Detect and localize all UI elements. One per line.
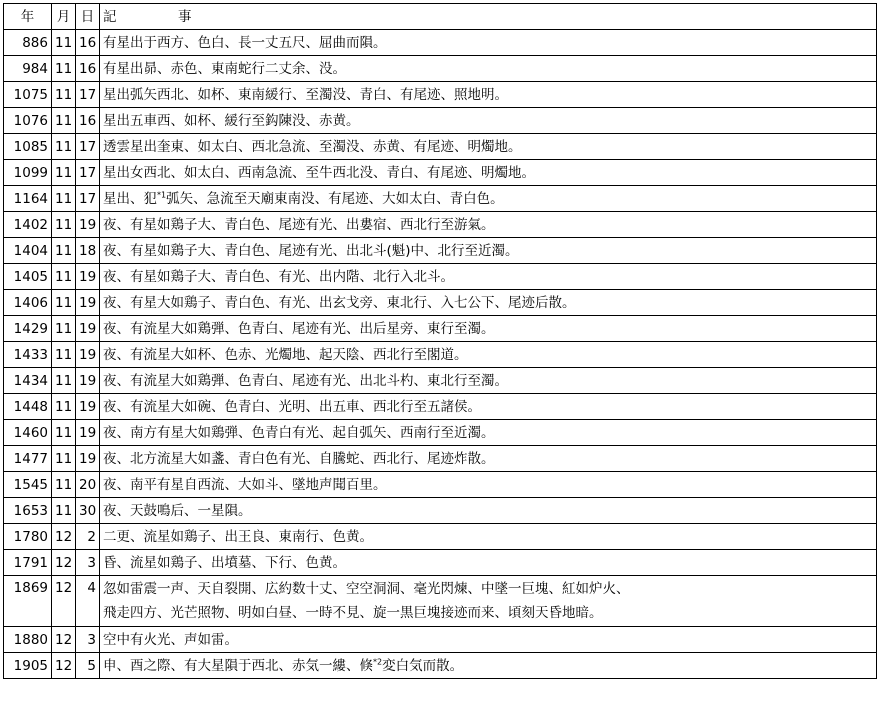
day-cell: 19 [76, 420, 100, 446]
table-row [4, 653, 877, 679]
year-cell: 1434 [4, 368, 52, 394]
header-year: 年 [4, 4, 52, 30]
record-text: 星出、犯 [103, 190, 157, 207]
year-cell: 1653 [4, 498, 52, 524]
table-row [4, 160, 877, 186]
day-cell: 3 [76, 550, 100, 576]
record-cell: 夜、南方有星大如鶏弾、色青白有光、起自弧矢、西南行至近濁。 [100, 420, 877, 446]
table-row [4, 264, 877, 290]
record-cell: 昏、流星如鶏子、出墳墓、下行、色黄。 [100, 550, 877, 576]
year-cell: 1545 [4, 472, 52, 498]
record-cell: 星出弧矢西北、如杯、東南緩行、至濁没、青白、有尾迹、照地明。 [100, 82, 877, 108]
month-cell: 11 [52, 212, 76, 238]
month-cell: 12 [52, 524, 76, 550]
day-cell: 19 [76, 212, 100, 238]
year-cell: 1075 [4, 82, 52, 108]
record-cell: 二更、流星如鶏子、出王良、東南行、色黄。 [100, 524, 877, 550]
meteor-records-table [3, 3, 877, 679]
day-cell: 19 [76, 446, 100, 472]
day-cell: 16 [76, 56, 100, 82]
record-text: 弧矢、急流至天廟東南没、有尾迹、大如太白、青白色。 [166, 190, 504, 207]
month-cell: 11 [52, 316, 76, 342]
table-row [4, 420, 877, 446]
record-cell: 夜、有流星大如鶏弾、色青白、尾迹有光、出北斗杓、東北行至濁。 [100, 368, 877, 394]
table-row [4, 316, 877, 342]
month-cell: 11 [52, 368, 76, 394]
month-cell: 11 [52, 30, 76, 56]
month-cell: 11 [52, 498, 76, 524]
month-cell: 11 [52, 290, 76, 316]
record-cell: 星出五車西、如杯、緩行至鈎陳没、赤黄。 [100, 108, 877, 134]
record-line-1: 忽如雷震一声、天自裂開、広約数十丈、空空洞洞、毫光閃煉、中墜一巨塊、紅如炉火、 [103, 581, 630, 597]
table-row [4, 212, 877, 238]
record-cell: 有星出昴、赤色、東南蛇行二丈余、没。 [100, 56, 877, 82]
month-cell: 11 [52, 472, 76, 498]
table-row [4, 290, 877, 316]
footnote-marker: *2 [373, 657, 383, 666]
month-cell: 11 [52, 238, 76, 264]
month-cell: 12 [52, 653, 76, 679]
record-cell: 夜、有流星大如碗、色青白、光明、出五車、西北行至五諸侯。 [100, 394, 877, 420]
table-row [4, 186, 877, 212]
month-cell: 11 [52, 134, 76, 160]
day-cell: 18 [76, 238, 100, 264]
table-header-row [4, 4, 877, 30]
year-cell: 1099 [4, 160, 52, 186]
record-cell: 夜、有流星大如鶏弾、色青白、尾迹有光、出后星旁、東行至濁。 [100, 316, 877, 342]
record-cell: 夜、有星如鶏子大、青白色、尾迹有光、出婁宿、西北行至游氣。 [100, 212, 877, 238]
record-text: 申、酉之際、有大星隕于西北、赤気一縷、倏 [103, 657, 373, 674]
year-cell: 1880 [4, 627, 52, 653]
year-cell: 1405 [4, 264, 52, 290]
day-cell: 4 [76, 576, 100, 627]
record-cell [100, 653, 877, 679]
year-cell: 1448 [4, 394, 52, 420]
table-row [4, 108, 877, 134]
day-cell: 19 [76, 394, 100, 420]
day-cell: 16 [76, 108, 100, 134]
header-record: 記 事 [100, 4, 877, 30]
header-month: 月 [52, 4, 76, 30]
day-cell: 19 [76, 368, 100, 394]
day-cell: 19 [76, 264, 100, 290]
day-cell: 19 [76, 290, 100, 316]
year-cell: 886 [4, 30, 52, 56]
year-cell: 1402 [4, 212, 52, 238]
record-cell: 透雲星出奎東、如太白、西北急流、至濁没、赤黄、有尾迹、明燭地。 [100, 134, 877, 160]
record-cell: 夜、有星如鶏子大、青白色、尾迹有光、出北斗(魁)中、北行至近濁。 [100, 238, 877, 264]
table-row [4, 30, 877, 56]
record-cell: 夜、北方流星大如盞、青白色有光、自騰蛇、西北行、尾迹炸散。 [100, 446, 877, 472]
year-cell: 984 [4, 56, 52, 82]
year-cell: 1869 [4, 576, 52, 627]
year-cell: 1085 [4, 134, 52, 160]
record-cell: 星出女西北、如太白、西南急流、至牛西北没、青白、有尾迹、明燭地。 [100, 160, 877, 186]
day-cell: 19 [76, 316, 100, 342]
day-cell: 5 [76, 653, 100, 679]
month-cell: 11 [52, 446, 76, 472]
day-cell: 19 [76, 342, 100, 368]
table-row [4, 498, 877, 524]
day-cell: 17 [76, 160, 100, 186]
table-row [4, 446, 877, 472]
day-cell: 3 [76, 627, 100, 653]
year-cell: 1780 [4, 524, 52, 550]
record-text: 変白気而散。 [382, 657, 464, 674]
record-cell: 夜、有星大如鶏子、青白色、有光、出玄戈旁、東北行、入七公下、尾迹后散。 [100, 290, 877, 316]
month-cell: 12 [52, 576, 76, 627]
table-row [4, 627, 877, 653]
record-cell: 夜、南平有星自西流、大如斗、墜地声聞百里。 [100, 472, 877, 498]
record-cell: 有星出于西方、色白、長一丈五尺、屈曲而隕。 [100, 30, 877, 56]
month-cell: 12 [52, 550, 76, 576]
month-cell: 11 [52, 342, 76, 368]
month-cell: 11 [52, 186, 76, 212]
table-row [4, 472, 877, 498]
day-cell: 30 [76, 498, 100, 524]
month-cell: 11 [52, 394, 76, 420]
record-cell: 夜、有星如鶏子大、青白色、有光、出内階、北行入北斗。 [100, 264, 877, 290]
header-day: 日 [76, 4, 100, 30]
record-line-2: 飛走四方、光芒照物、明如白昼、一時不見、旋一黒巨塊接迹而来、頃刻天昏地暗。 [103, 605, 603, 621]
record-cell: 夜、天鼓鳴后、一星隕。 [100, 498, 877, 524]
table-row [4, 394, 877, 420]
table-row [4, 368, 877, 394]
month-cell: 11 [52, 420, 76, 446]
month-cell: 11 [52, 264, 76, 290]
year-cell: 1905 [4, 653, 52, 679]
month-cell: 12 [52, 627, 76, 653]
day-cell: 20 [76, 472, 100, 498]
month-cell: 11 [52, 56, 76, 82]
table-row [4, 342, 877, 368]
table-row [4, 82, 877, 108]
day-cell: 17 [76, 186, 100, 212]
record-cell [100, 576, 877, 627]
table-row [4, 238, 877, 264]
month-cell: 11 [52, 108, 76, 134]
table-row [4, 550, 877, 576]
year-cell: 1433 [4, 342, 52, 368]
record-cell: 空中有火光、声如雷。 [100, 627, 877, 653]
table-row [4, 56, 877, 82]
year-cell: 1406 [4, 290, 52, 316]
year-cell: 1477 [4, 446, 52, 472]
record-cell [100, 186, 877, 212]
day-cell: 16 [76, 30, 100, 56]
record-cell: 夜、有流星大如杯、色赤、光燭地、起天陰、西北行至閣道。 [100, 342, 877, 368]
table-row [4, 524, 877, 550]
table-row [4, 134, 877, 160]
footnote-marker: *1 [157, 190, 167, 199]
year-cell: 1429 [4, 316, 52, 342]
day-cell: 17 [76, 82, 100, 108]
month-cell: 11 [52, 160, 76, 186]
month-cell: 11 [52, 82, 76, 108]
year-cell: 1076 [4, 108, 52, 134]
day-cell: 17 [76, 134, 100, 160]
year-cell: 1404 [4, 238, 52, 264]
year-cell: 1791 [4, 550, 52, 576]
year-cell: 1460 [4, 420, 52, 446]
year-cell: 1164 [4, 186, 52, 212]
table-row [4, 576, 877, 627]
day-cell: 2 [76, 524, 100, 550]
